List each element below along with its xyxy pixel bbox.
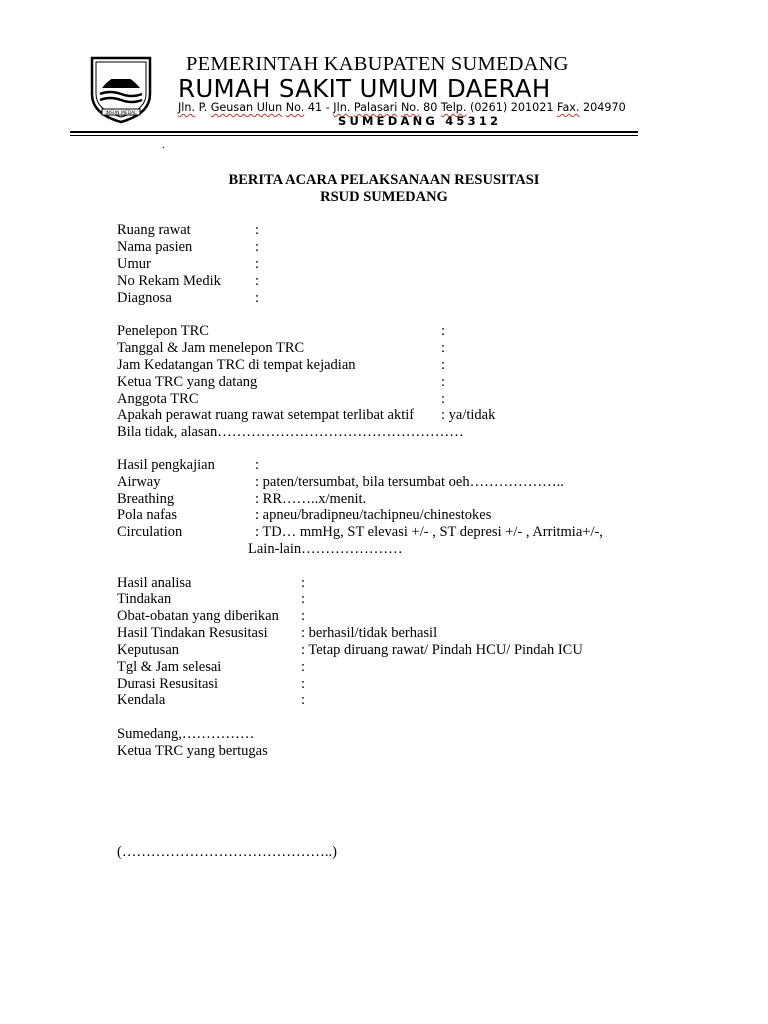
address-part: 204970 [579, 101, 626, 114]
field-value: : [441, 357, 446, 373]
field-label: Hasil analisa [117, 575, 192, 591]
field-label: Nama pasien [117, 239, 193, 255]
place-date: Sumedang,…………… [117, 726, 255, 742]
field-value: : [255, 457, 260, 473]
field-label: Anggota TRC [117, 391, 199, 407]
field-label: Keputusan [117, 642, 180, 658]
field-value: : [301, 659, 306, 675]
letterhead-rule-thin [70, 135, 638, 136]
field-value: : [441, 340, 446, 356]
address-part: 41 - [304, 101, 334, 114]
signature-line: (……………………………………..) [117, 844, 337, 860]
field-value: : [255, 222, 260, 238]
field-value: : [301, 676, 306, 692]
field-value: : [301, 608, 306, 624]
address-part: P. [195, 101, 211, 114]
field-value: : paten/tersumbat, bila tersumbat oeh……………….. [255, 474, 564, 490]
address-line [178, 101, 626, 114]
field-value: : ya/tidak [441, 407, 496, 423]
doc-title: BERITA ACARA PELAKSANAAN RESUSITASI [228, 172, 540, 188]
address-part: (0261) 201021 [466, 101, 558, 114]
field-label: Durasi Resusitasi [117, 676, 219, 692]
field-value: : Tetap diruang rawat/ Pindah HCU/ Pindah ICU [301, 642, 583, 658]
address-part: Geusan Ulun [210, 101, 283, 114]
gov-heading: PEMERINTAH KABUPATEN SUMEDANG [186, 53, 569, 75]
field-value: : TD… mmHg, ST elevasi +/- , ST depresi +/- , Arritmia+/-, [255, 524, 603, 540]
field-label: Kendala [117, 692, 166, 708]
field-value: : apneu/bradipneu/tachipneu/chinestokes [255, 507, 492, 523]
address-part: Jln. [178, 101, 196, 114]
field-label: No Rekam Medik [117, 273, 221, 289]
field-value: : [441, 374, 446, 390]
field-label: Apakah perawat ruang rawat setempat terlibat aktif [117, 407, 415, 423]
field-value: : [301, 575, 306, 591]
field-value: : [255, 256, 260, 272]
address-part: 80 [419, 101, 441, 114]
address-part: Palasari [353, 101, 398, 114]
stray-dot: . [162, 137, 165, 151]
field-value: : [255, 290, 260, 306]
field-label: Diagnosa [117, 290, 172, 306]
address-part: Fax. [557, 101, 580, 114]
address-part: No. [285, 101, 305, 114]
logo-caption: INSUN MEDAL [105, 111, 137, 116]
address-part: Jln. [333, 101, 351, 114]
field-label: Obat-obatan yang diberikan [117, 608, 279, 624]
doc-subtitle: RSUD SUMEDANG [320, 189, 448, 205]
field-value: : [255, 273, 260, 289]
hospital-heading: RUMAH SAKIT UMUM DAERAH [178, 74, 551, 103]
field-label: Pola nafas [117, 507, 177, 523]
field-label: Hasil pengkajian [117, 457, 215, 473]
city-line: SUMEDANG 45312 [338, 114, 502, 128]
field-label: Jam Kedatangan TRC di tempat kejadian [117, 357, 356, 373]
reason-line: Bila tidak, alasan…………………………………………… [117, 424, 464, 440]
field-value: : [441, 391, 446, 407]
field-label: Circulation [117, 524, 183, 540]
field-label: Umur [117, 256, 151, 272]
field-label: Airway [117, 474, 161, 490]
field-label: Ruang rawat [117, 222, 191, 238]
field-value: : [301, 692, 306, 708]
field-label: Ketua TRC yang datang [117, 374, 258, 390]
address-part: No. [400, 101, 420, 114]
field-label: Hasil Tindakan Resusitasi [117, 625, 268, 641]
field-value: : [301, 591, 306, 607]
field-label: Tgl & Jam selesai [117, 659, 222, 675]
field-value: : RR……..x/menit. [255, 491, 367, 507]
field-value: : [255, 239, 260, 255]
field-label: Penelepon TRC [117, 323, 209, 339]
regency-seal-logo [88, 54, 154, 124]
signer-role: Ketua TRC yang bertugas [117, 743, 268, 759]
field-label: Tindakan [117, 591, 172, 607]
field-value: : berhasil/tidak berhasil [301, 625, 438, 641]
field-value: : [441, 323, 446, 339]
field-label: Tanggal & Jam menelepon TRC [117, 340, 305, 356]
field-label: Breathing [117, 491, 175, 507]
address-part: Telp. [440, 101, 467, 114]
letterhead-rule-thick [70, 131, 638, 133]
circulation-continuation: Lain-lain………………… [248, 541, 403, 557]
